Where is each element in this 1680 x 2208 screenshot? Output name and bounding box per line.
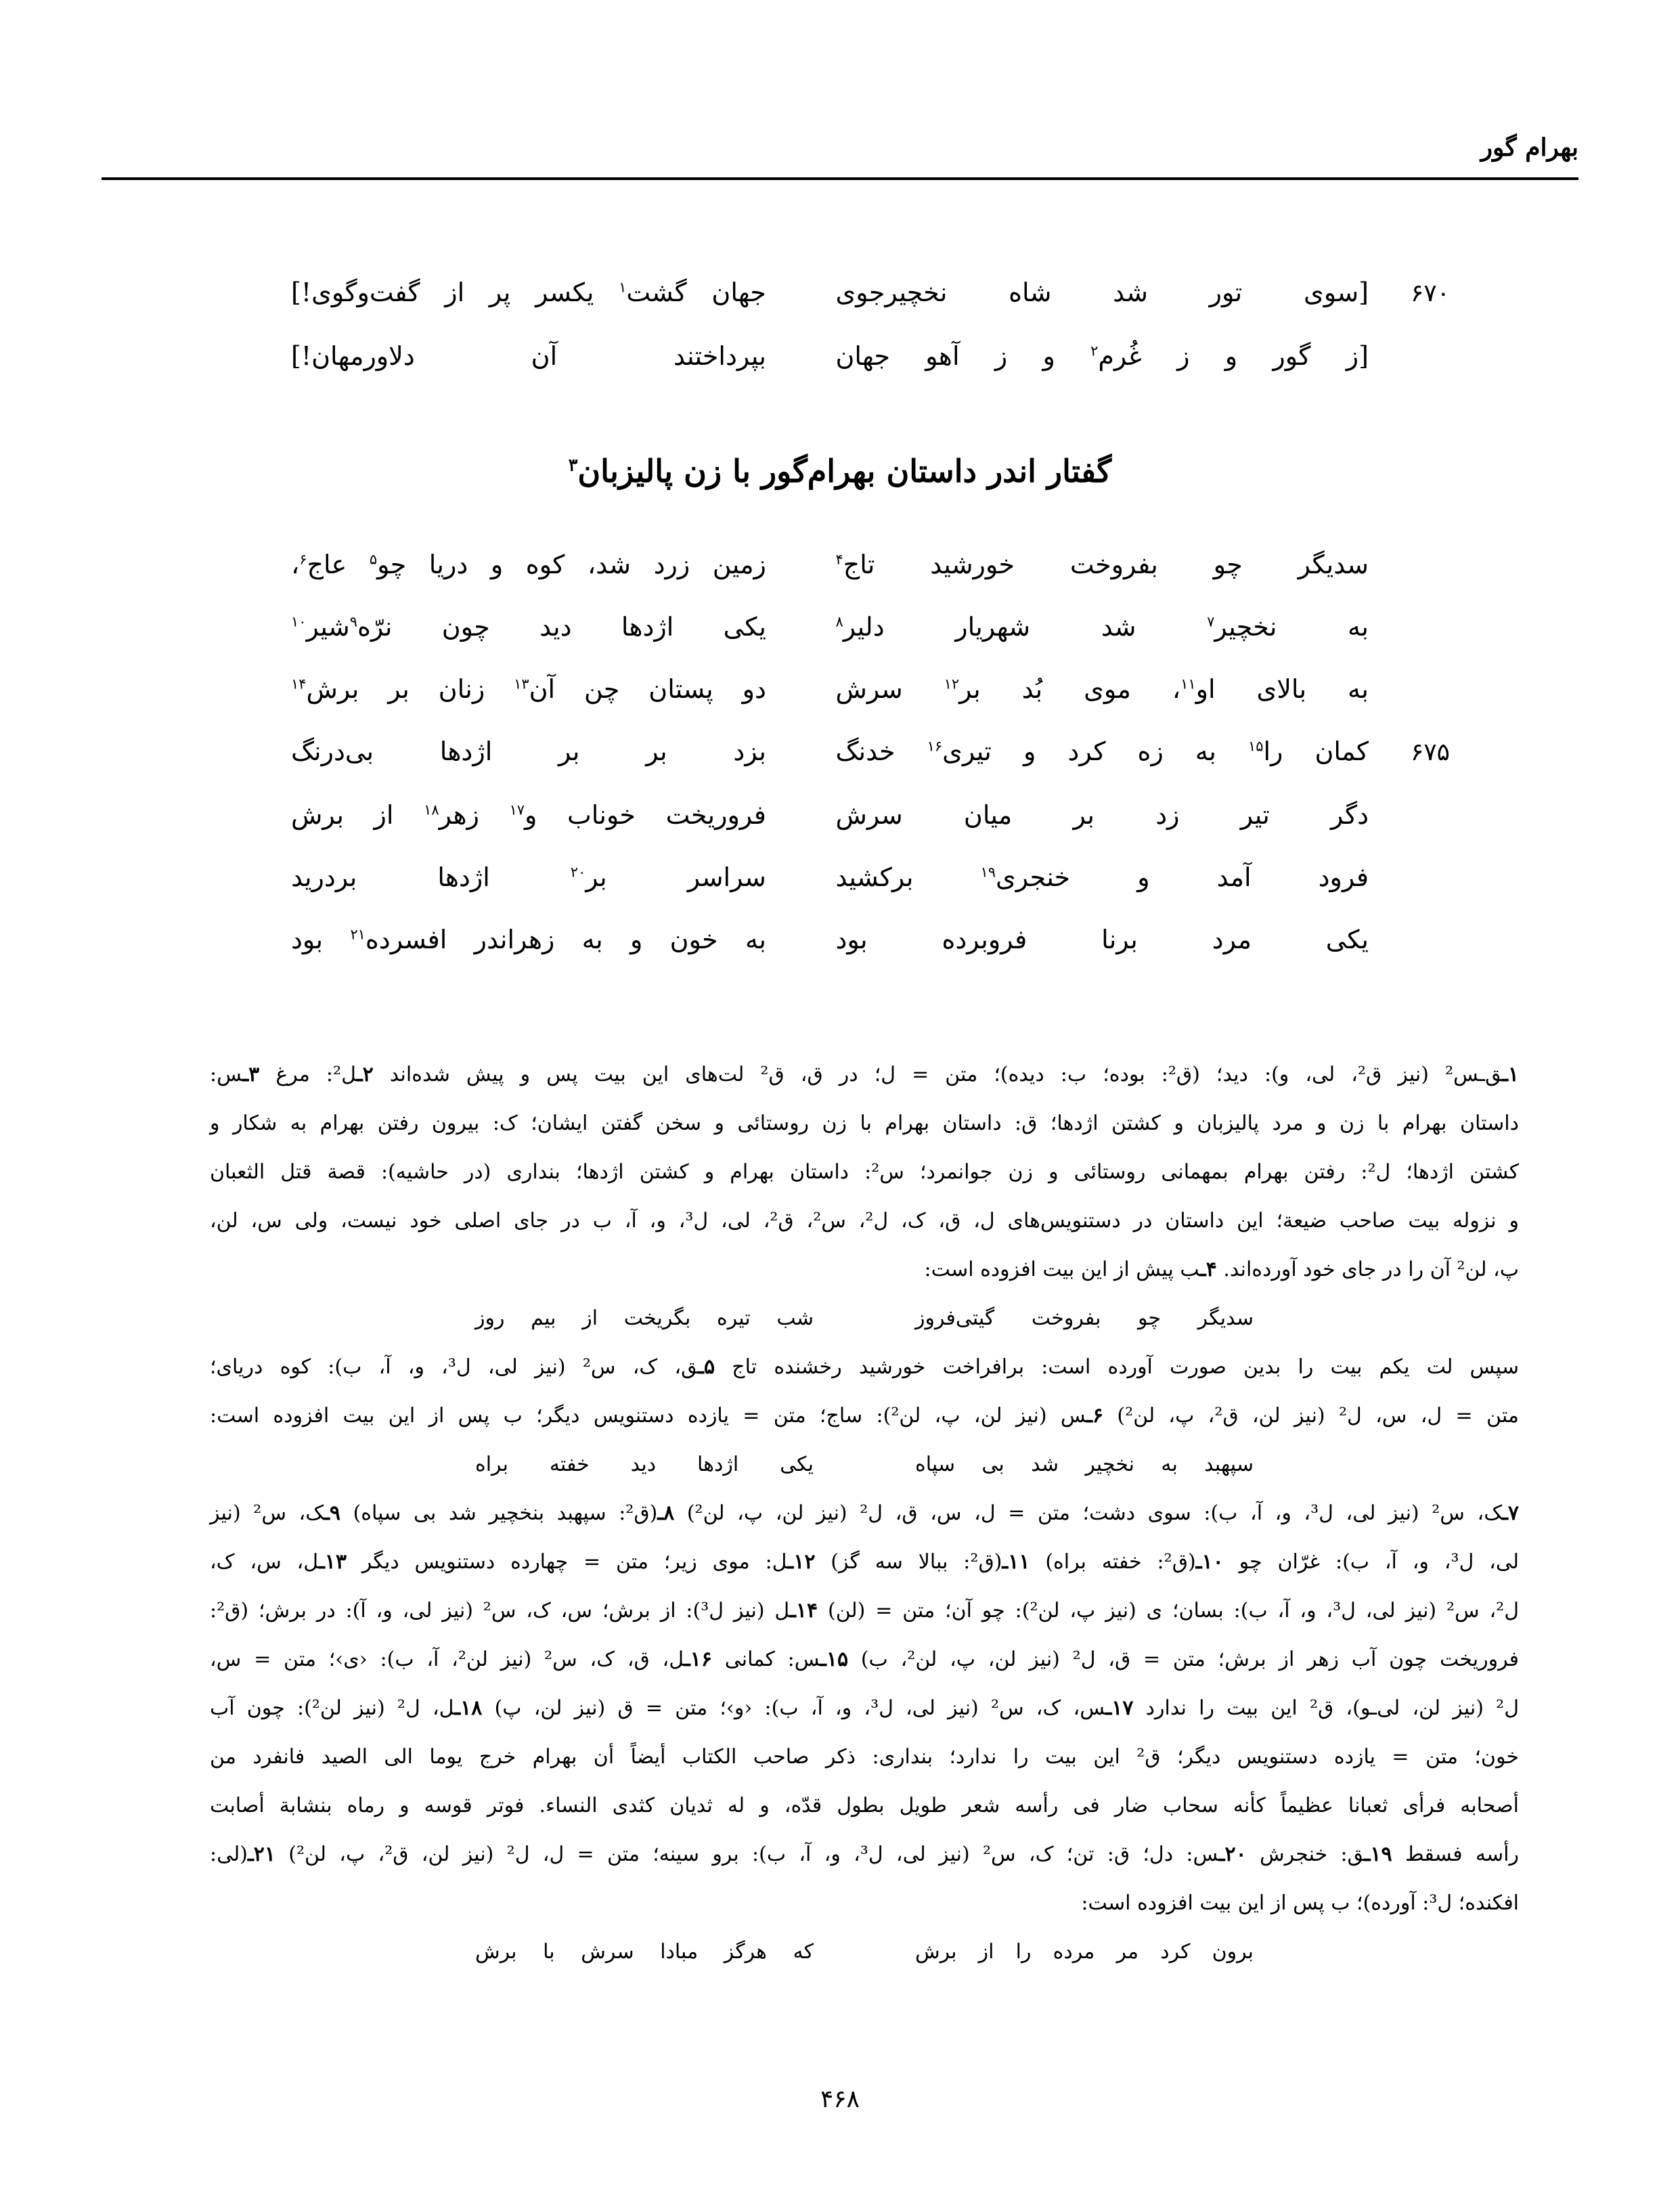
apparatus-line: ل² (نیز لن، لی‌ـو)، ق² این بیت را ندارد ۱۷ـس، ک، س² (نیز لی، ل³، و، آ، ب): ‹و›؛ متن = ق (نیز لن، پ) ۱۸ـل، ل² (نیز لن²): چون آب	[210, 1696, 1519, 1720]
page-header	[102, 135, 1578, 180]
apparatus-line: و نزوله بیت صاحب ضیعة؛ این داستان در دستنویس‌های ل، ق، ک، ل²، س²، ق²، لی، ل³، و، آ، ب در جای اصلی خود نیست، ولی س، لن،	[210, 1209, 1519, 1233]
apparatus-line: رأسه فسقط ۱۹ـق: خنجرش ۲۰ـس: دل؛ ق: تن؛ ک، س² (نیز لی، ل³، و، آ، ب): برو سینه؛ متن = ل، ل² (نیز لن، ق²، پ، لن²) ۲۱ـ(لی:	[210, 1842, 1519, 1866]
verse-row	[291, 325, 1450, 387]
intro-verse-block	[102, 261, 1578, 387]
hemistich-right: سدیگر چو بفروخت گیتی‌فروز	[915, 1306, 1254, 1330]
hemistich-right: به بالای او$^{۱۱}$، موی بُد بر$^{۱۲}$ سرش	[835, 674, 1369, 704]
apparatus-inset-verse	[210, 1440, 1519, 1489]
main-verse-block	[102, 533, 1578, 971]
hemistich-right: سدیگر چو بفروخت خورشید تاج$^۴$	[835, 550, 1369, 579]
hemistich-left: دو پستان چن آن$^{۱۳}$ زنان بر برش$^{۱۴}$	[291, 674, 766, 704]
hemistich-left: که هرگز مبادا سرش با برش	[475, 1940, 814, 1964]
verse-row	[291, 596, 1450, 658]
hemistich-right: یکی مرد برنا فروبرده بود	[835, 925, 1369, 954]
apparatus-line: لی، ل³، و، آ، ب): غرّان چو ۱۰ـ(ق²: خفته براه) ۱۱ـ(ق²: ببالا سه گز) ۱۲ـل: موی زیر؛ متن = چهارده دستنویس دیگر ۱۳ـل، س، ک،	[210, 1550, 1519, 1574]
hemistich-right: کمان را$^{۱۵}$ به زه کرد و تیری$^{۱۶}$ خدنگ	[835, 736, 1369, 766]
verse-row	[291, 658, 1450, 720]
verse-row	[291, 261, 1450, 325]
apparatus-line: سپس لت یکم بیت را بدین صورت آورده است: برافراخت خورشید رخشنده تاج ۵ـق، ک، س² (نیز لی، ل³، و، آ، ب): کوه دریای؛	[210, 1355, 1519, 1379]
verse-number: ۶۷۰	[1410, 280, 1450, 307]
verse-row	[291, 720, 1450, 784]
apparatus-line: فروریخت چون آب زهر از برش؛ متن = ق، ل² (نیز لن، پ، لن²، ب) ۱۵ـس: کمانی ۱۶ـل، ق، ک، س² (نیز لن²، آ، ب): ‹ی›؛ متن = س،	[210, 1648, 1519, 1671]
apparatus-line: ۱ـق‌ـس² (نیز ق²، لی، و): دید؛ (ق²: بوده؛ ب: دیده)؛ متن = ل؛ در ق، ق² لت‌های این بیت پس و پیش شده‌اند ۲ـل²: مرغ ۳ـس:	[210, 1063, 1520, 1086]
hemistich-right: فرود آمد و خنجری$^{۱۹}$ برکشید	[835, 862, 1369, 892]
hemistich-left: زمین زرد شد، کوه و دریا چو$^۵$ عاج$^۶$،	[291, 550, 766, 579]
apparatus-line: ل²، س² (نیز لی، ل³، و، آ، ب): بسان؛ ی (نیز پ، لن²): چو آن؛ متن = (لن) ۱۴ـل (نیز ل³): از برش؛ س، ک، س² (نیز لی، و، آ): در برش؛ (ق²:	[210, 1599, 1519, 1622]
hemistich-right: [ز گور و ز غُرم$^۲$ و ز آهو جهان	[835, 341, 1369, 371]
verse-row	[291, 533, 1450, 596]
apparatus-line: کشتن اژدها؛ ل²: رفتن بهرام بمهمانی روستائی و زن جوانمرد؛ س²: داستان بهرام و کشتن اژدها؛ بنداری (در حاشیه): قصة قتل الثعبان	[210, 1160, 1520, 1184]
hemistich-left: یکی اژدها دید خفته براه	[475, 1453, 814, 1476]
hemistich-right: سپهبد به نخچیر شد بی سپاه	[915, 1453, 1254, 1476]
apparatus-inset-verse	[210, 1294, 1519, 1343]
hemistich-left: فروریخت خوناب و$^{۱۷}$ زهر$^{۱۸}$ از برش	[291, 800, 766, 830]
hemistich-left: یکی اژدها دید چون نرّه$^۹$شیر$^{۱۰}$	[291, 612, 766, 642]
hemistich-left: بزد بر بر اژدها بی‌درنگ	[291, 736, 766, 766]
hemistich-right: [سوی تور شد شاه نخچیرجوی	[835, 278, 1369, 307]
page-number: ۴۶۸	[820, 2085, 860, 2113]
critical-apparatus	[102, 1051, 1578, 1977]
verse-row	[291, 908, 1450, 971]
apparatus-line: ۷ـک، س² (نیز لی، ل³، و، آ، ب): سوی دشت؛ متن = ل، س، ق، ل² (نیز لن، پ، لن²) ۸ـ(ق²: سپهبد بنخچیر شد بی سپاه) ۹ـک، س² (نیز	[210, 1501, 1519, 1525]
apparatus-line: خون؛ متن = یازده دستنویس دیگر؛ ق² این بیت را ندارد؛ بنداری: ذکر صاحب الکتاب أیضاً أن بهرام خرج یوما الی الصید فانفرد من	[210, 1745, 1519, 1769]
verse-row	[291, 846, 1450, 908]
apparatus-line: پ، لن² آن را در جای خود آورده‌اند. ۴ـب پیش از این بیت افزوده است:	[924, 1258, 1519, 1281]
verse-row	[291, 784, 1450, 846]
apparatus-inset-verse	[210, 1928, 1519, 1977]
hemistich-right: به نخچیر$^۷$ شد شهریار دلیر$^۸$	[835, 612, 1369, 642]
hemistich-right: برون کرد مر مرده را از برش	[915, 1940, 1254, 1964]
section-heading-text: گفتار اندر داستان بهرام‌گور با زن پالیزبان	[577, 453, 1112, 489]
hemistich-left: جهان گشت$^۱$ یکسر پر از گفت‌وگوی!]	[291, 278, 766, 307]
hemistich-right: دگر تیر زد بر میان سرش	[835, 800, 1369, 830]
section-heading	[102, 452, 1578, 490]
apparatus-line: داستان بهرام با زن و مرد پالیزبان و کشتن اژدها؛ ق: داستان بهرام با زن روستائی و سخن گفتن ایشان؛ ک: بیرون رفتن بهرام به شکار و	[210, 1111, 1519, 1135]
section-heading-note: ۳	[568, 454, 578, 475]
hemistich-left: به خون و به زهراندر افسرده$^{۲۱}$ بود	[291, 925, 766, 954]
apparatus-line: متن = ل، س، ل² (نیز لن، ق²، پ، لن²) ۶ـس (نیز لن، پ، لن²): ساج؛ متن = یازده دستنویس دیگر؛ ب پس از این بیت افزوده است:	[210, 1404, 1519, 1428]
hemistich-left: سراسر بر$^{۲۰}$ اژدها بردرید	[291, 862, 766, 892]
hemistich-left: شب تیره بگریخت از بیم روز	[475, 1306, 814, 1330]
verse-number: ۶۷۵	[1410, 738, 1450, 766]
running-head: بهرام گور	[1480, 133, 1578, 162]
header-rule	[102, 177, 1578, 180]
apparatus-line: أصحابه فرأی ثعبانا عظیماً کأنه سحاب ضار فی رأسه شعر طویل بطول قدّه، و له ثدیان کثدی النساء. فوتر قوسه و رماه بنشابة أصابت	[210, 1794, 1519, 1817]
hemistich-left: بپرداختند آن دلاورمهان!]	[291, 341, 766, 371]
apparatus-line: افکنده؛ ل³: آورده)؛ ب پس از این بیت افزوده است:	[1081, 1891, 1519, 1915]
